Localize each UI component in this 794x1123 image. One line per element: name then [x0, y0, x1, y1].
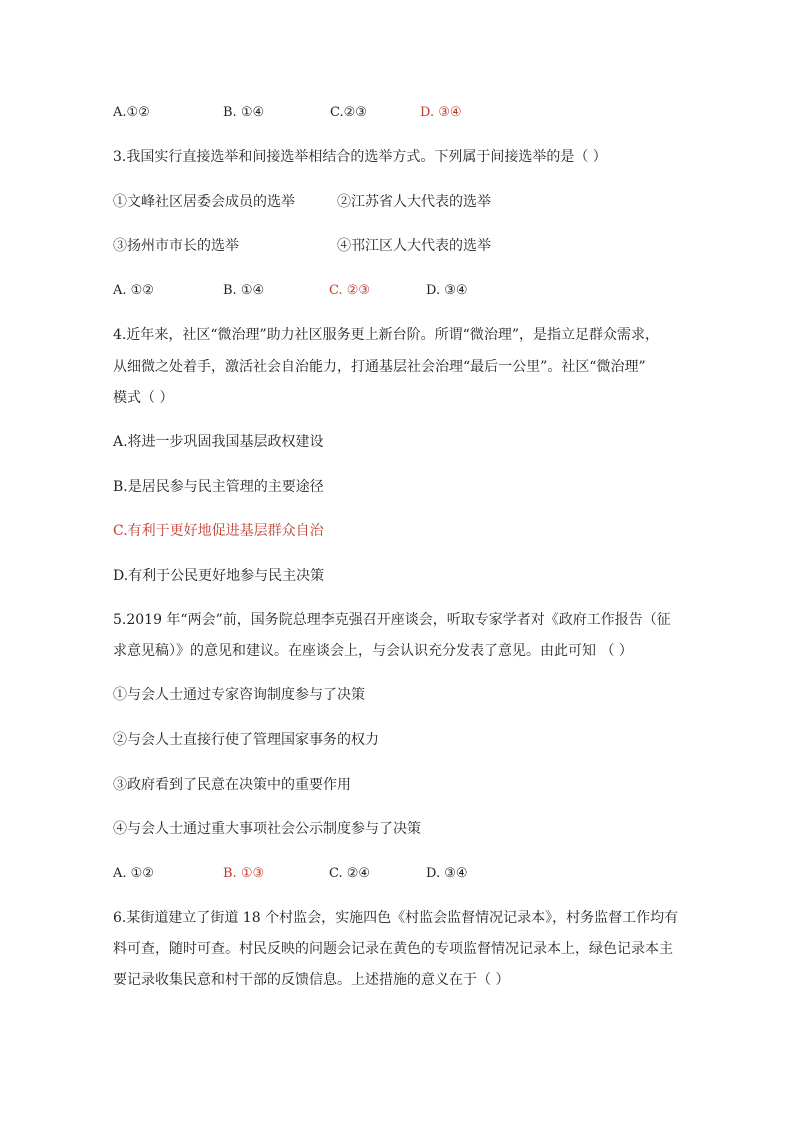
- q2-option-d: D. ③④: [420, 105, 462, 120]
- q5-stem-line-1: 5.2019 年“两会”前，国务院总理李克强召开座谈会，听取专家学者对《政府工作报告（征: [113, 612, 671, 628]
- q2-option-a: A.①②: [113, 105, 150, 120]
- q3-options: [113, 281, 713, 301]
- q4-option-c: C.有利于更好地促进基层群众自治: [113, 523, 324, 539]
- q6-stem-line-1: 6.某街道建立了街道 18 个村监会，实施四色《村监会监督情况记录本》，村务监督工作均有: [113, 910, 679, 926]
- q5-option-a: A. ①②: [113, 866, 154, 881]
- q6-stem-line-3: 要记录收集民意和村干部的反馈信息。上述措施的意义在于（ ）: [113, 972, 510, 988]
- q3-item-3: ③扬州市市长的选举: [113, 238, 239, 254]
- q5-option-c: C. ②④: [329, 866, 371, 881]
- q5-item-1: ①与会人士通过专家咨询制度参与了决策: [113, 687, 365, 703]
- q4-stem-line-1: 4.近年来，社区“微治理”助力社区服务更上新台阶。所谓“微治理”，是指立足群众需求，: [113, 327, 659, 343]
- q5-item-3: ③政府看到了民意在决策中的重要作用: [113, 777, 351, 793]
- q3-option-d: D. ③④: [426, 283, 468, 298]
- q5-option-b: B. ①③: [223, 866, 265, 881]
- q4-option-a: A.将进一步巩固我国基层政权建设: [113, 434, 324, 450]
- q2-option-b: B. ①④: [223, 105, 265, 120]
- q5-item-4: ④与会人士通过重大事项社会公示制度参与了决策: [113, 821, 421, 837]
- q3-option-a: A. ①②: [113, 283, 154, 298]
- q3-stem: 3.我国实行直接选举和间接选举相结合的选举方式。下列属于间接选举的是（ ）: [113, 149, 607, 165]
- q5-options: [113, 864, 713, 884]
- q3-option-b: B. ①④: [223, 283, 265, 298]
- q4-option-d: D.有利于公民更好地参与民主决策: [113, 568, 325, 584]
- q4-stem-line-2: 从细微之处着手，激活社会自治能力，打通基层社会治理“最后一公里”。社区“微治理”: [113, 359, 646, 375]
- q2-option-c: C.②③: [330, 105, 367, 120]
- q5-option-d: D. ③④: [426, 866, 468, 881]
- q6-stem-line-2: 料可查，随时可查。村民反映的问题会记录在黄色的专项监督情况记录本上，绿色记录本主: [113, 941, 673, 957]
- q2-options: [113, 103, 713, 123]
- q3-item-2: ②江苏省人大代表的选举: [337, 194, 491, 210]
- q4-option-b: B.是居民参与民主管理的主要途径: [113, 479, 324, 495]
- q5-item-2: ②与会人士直接行使了管理国家事务的权力: [113, 732, 379, 748]
- q3-item-1: ①文峰社区居委会成员的选举: [113, 194, 295, 210]
- q5-stem-line-2: 求意见稿）》的意见和建议。在座谈会上，与会认识充分发表了意见。由此可知 （ ）: [113, 643, 633, 659]
- q4-stem-line-3: 模式（ ）: [113, 390, 174, 406]
- q3-item-4: ④邗江区人大代表的选举: [337, 238, 491, 254]
- q3-option-c: C. ②③: [329, 283, 371, 298]
